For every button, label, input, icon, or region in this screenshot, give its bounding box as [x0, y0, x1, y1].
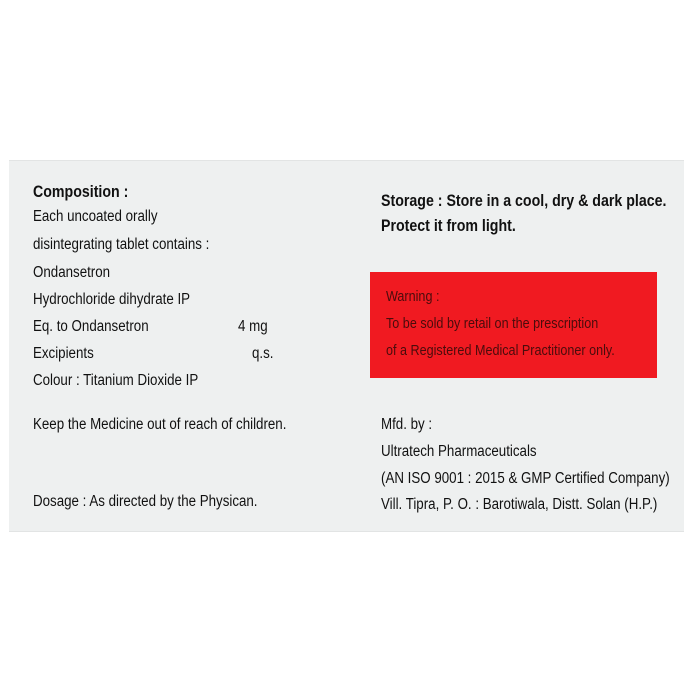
storage-line-2: Protect it from light.	[381, 217, 516, 235]
excipients-label: Excipients	[33, 345, 94, 362]
dosage-line: Dosage : As directed by the Physican.	[33, 493, 258, 510]
equivalent-label: Eq. to Ondansetron	[33, 318, 149, 335]
manufacturer-certification: (AN ISO 9001 : 2015 & GMP Certified Company)	[381, 470, 670, 487]
manufacturer-name: Ultratech Pharmaceuticals	[381, 443, 537, 460]
manufacturer-address: Vill. Tipra, P. O. : Barotiwala, Distt. Solan (H.P.)	[381, 496, 658, 513]
warning-line-2: of a Registered Medical Practitioner only.	[386, 342, 615, 359]
colour-line: Colour : Titanium Dioxide IP	[33, 372, 199, 389]
keep-out-of-reach: Keep the Medicine out of reach of children.	[33, 416, 287, 433]
composition-title: Composition :	[33, 183, 129, 201]
warning-box	[370, 272, 657, 378]
equivalent-value: 4 mg	[238, 318, 268, 335]
warning-title: Warning :	[386, 288, 440, 305]
storage-line-1: Storage : Store in a cool, dry & dark place.	[381, 192, 667, 210]
excipients-value: q.s.	[252, 345, 274, 362]
composition-line-1: Each uncoated orally	[33, 208, 158, 225]
composition-line-4: Hydrochloride dihydrate IP	[33, 291, 191, 308]
composition-line-2: disintegrating tablet contains :	[33, 236, 210, 253]
composition-line-3: Ondansetron	[33, 264, 111, 281]
warning-line-1: To be sold by retail on the prescription	[386, 315, 599, 332]
mfd-label: Mfd. by :	[381, 416, 433, 433]
